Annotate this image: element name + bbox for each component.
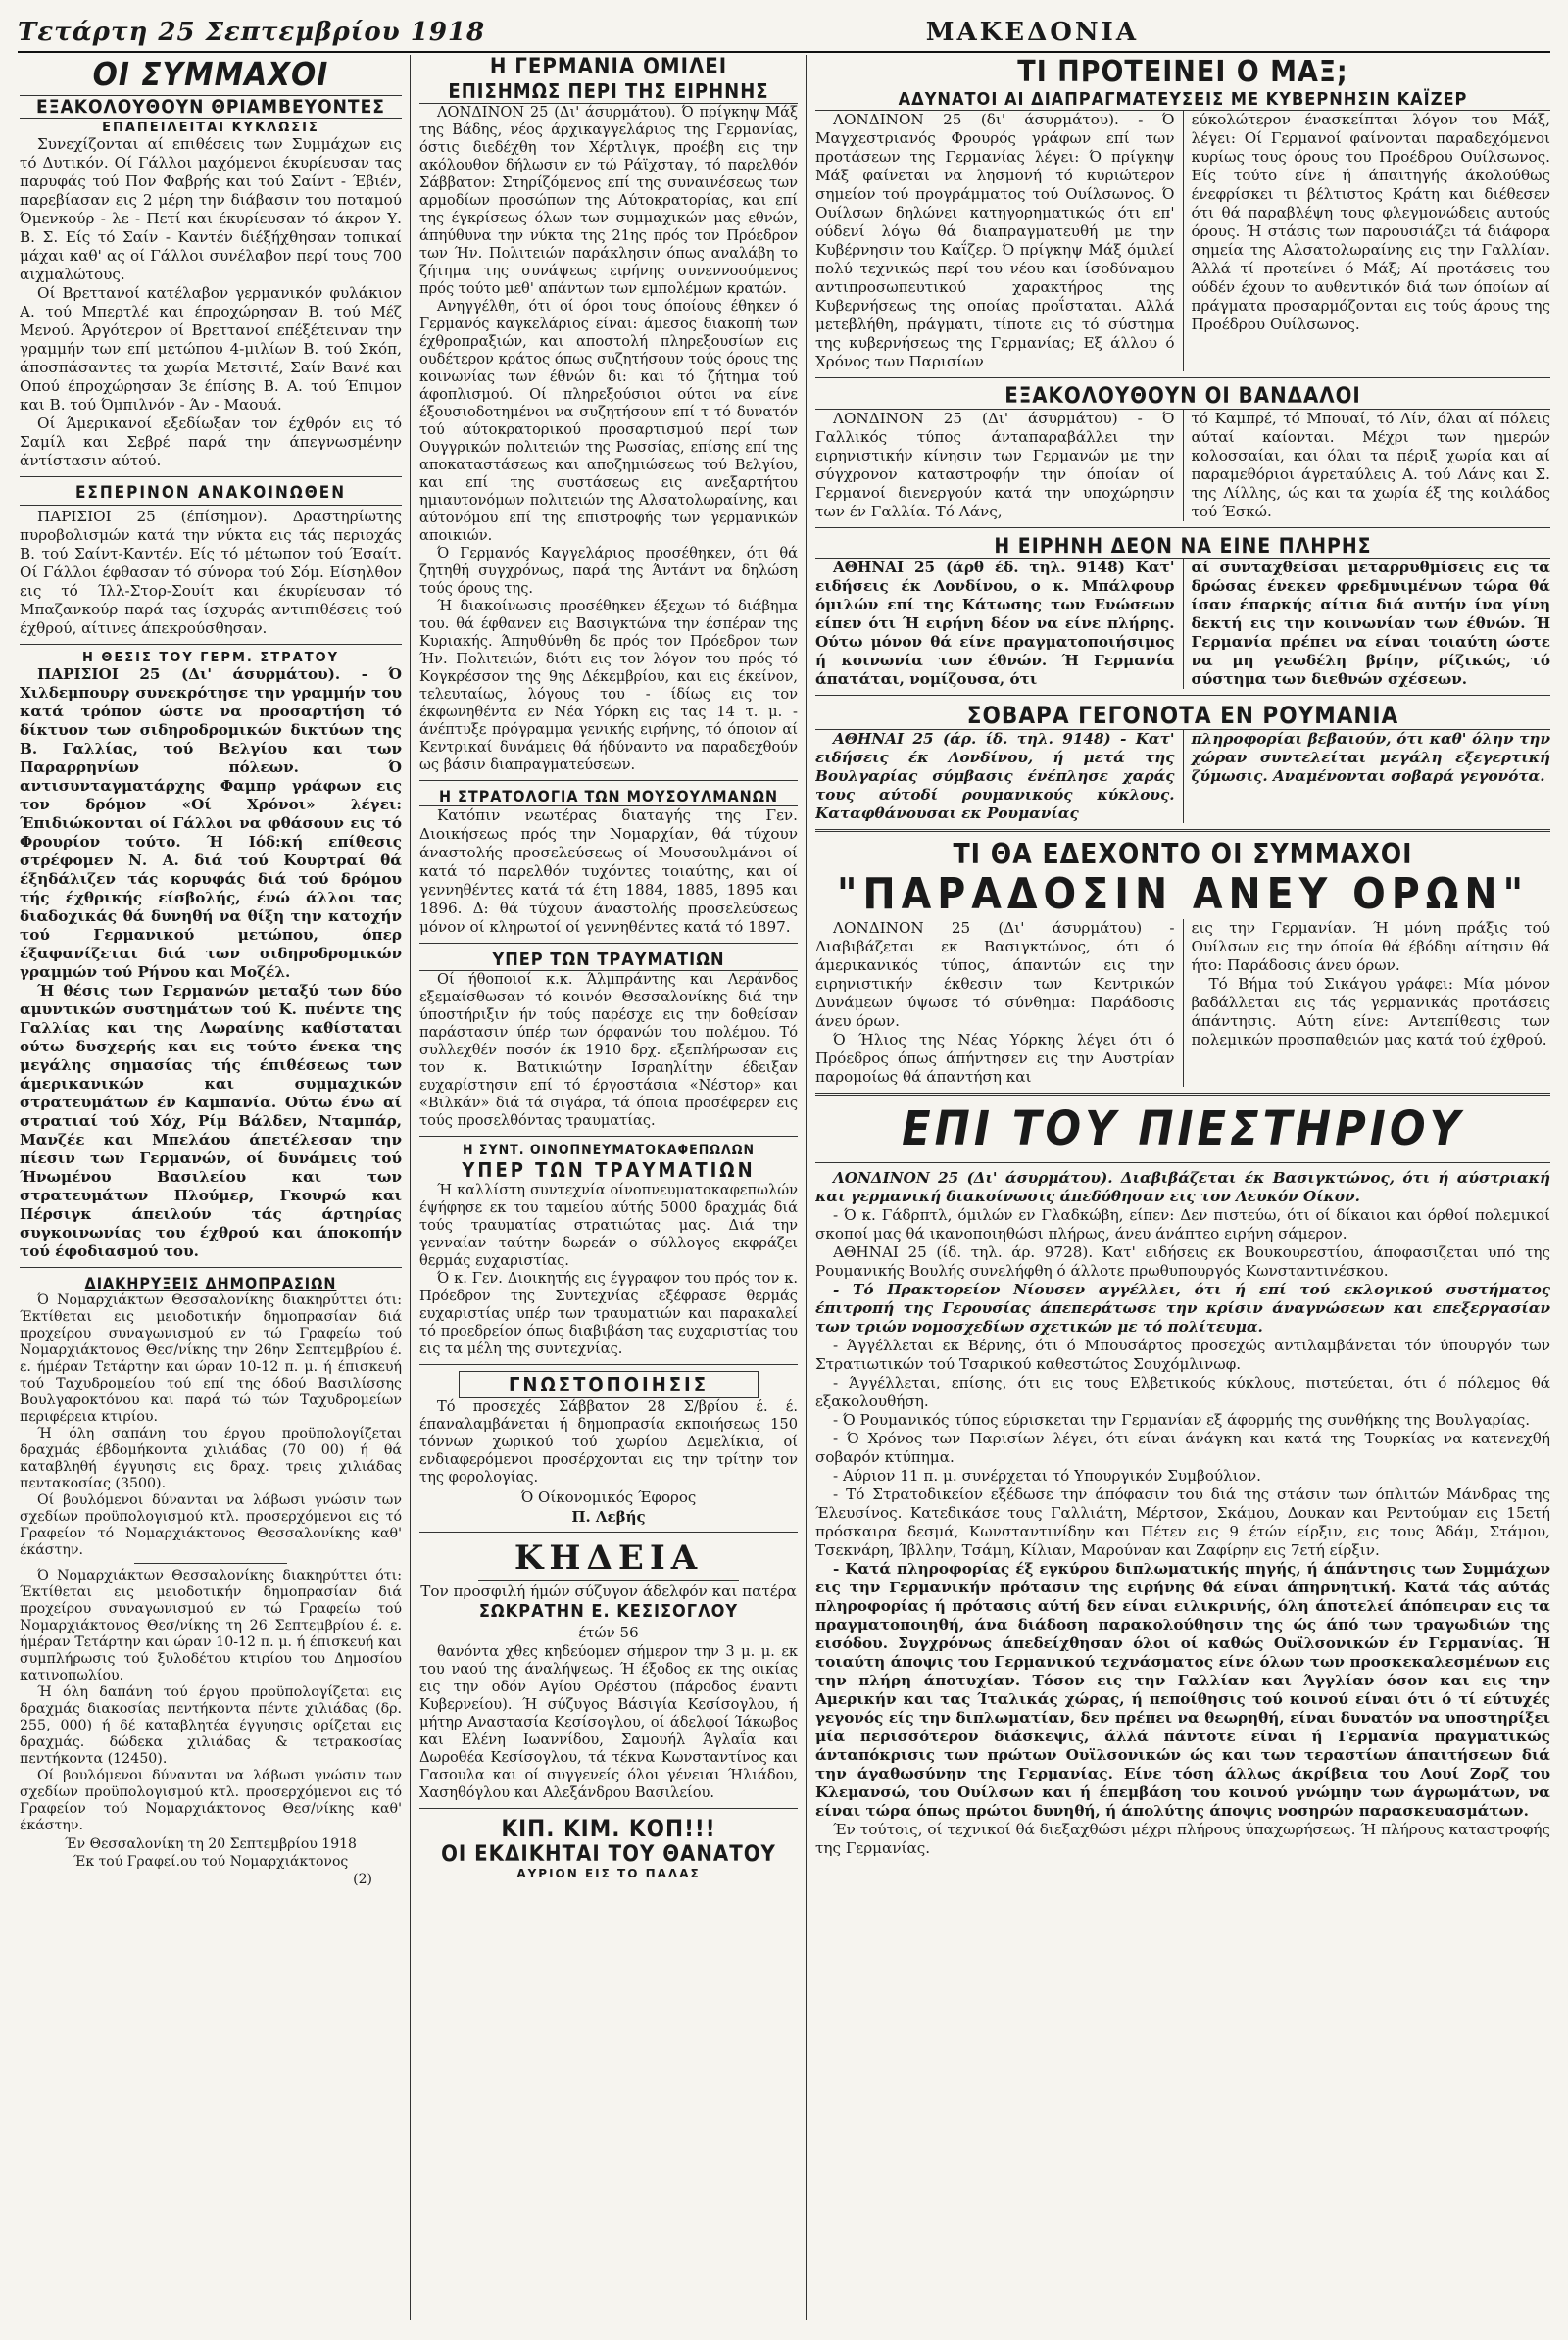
article-under-the-press	[815, 1101, 1550, 1858]
paragraph: Κατόπιν νεωτέρας διαταγής της Γεν. Διοικήσεως πρός την Νομαρχίαν, θά τύχουν άναστολής προσελεύσεως οί Μουσουλμάνοι οί κατά τό παρελθόν τυχόντες τοιαύτης, και οί γεννηθέντες κατά τά έτη 1884, 1885, 1895 και 1896. Δ: θά τύχουν άναστολής προσελεύσεως μόνον οί κληρωτοί οί γεννηθέντες κατά τό 1897.	[419, 806, 798, 936]
signature-line: Έκ τού Γραφεί.ου τού Νομαρχιάκτονος	[73, 1854, 349, 1870]
subheadline: ΕΞΑΚΟΛΟΥΘΟΥΝ ΘΡΙΑΜΒΕΥΟΝΤΕΣ	[20, 95, 402, 119]
deceased-age: έτών 56	[578, 1624, 639, 1641]
paragraph: ΛΟΝΔΙΝΟΝ 25 (δι' άσυρμάτου). - Ό Μαγχεστριανός Φρουρός γράφων επί των προτάσεων της Γερμανίας λέγει: Ό πρίγκηψ Μάξ φαίνεται να λησμονή τό κυριώτερον σημείον τού προγράμματος τού Ουίλσωνος. Ό Ουίλσων δηλώνει κατηγορηματικώς ότι επ' ούδενί λόγω θά διαπραγματευθή με την Κυβέρνησιν του Καΐζερ. Ό πρίγκηψ Μάξ όμιλεί πολύ τεχνικώς περί του νέου και ίσοδύναμου αντιπροσωπευτικού χαρακτήρος της Κυβερνήσεως της οποίας πρoΐσταται. Αλλά μετεβλήθη, πράγματι, τίποτε εις τό σύστημα της κυβερνήσεως της Γερμανίας; Εξ άλλου ό Χρόνος των Παρισίων	[815, 111, 1175, 370]
paragraph: αί συνταχθείσαι μεταρρυθμίσεις εις τα δρώσας ένεκεν φρεδμυιμένων τώρα θά ίσαν έπαρκής αίτια διά αυτήν ίνα γίνη δεκτή εις την κοινωνίαν των έθνών. Ή Γερμανία πρέπει να είναι τοιαύτη ώστε να μη γεωδέλη βρίην, ρίζικώς, τό σύστημα των διεθνών σχέσεων.	[1191, 559, 1550, 688]
headline: ΤΙ ΘΑ ΕΔΕΧΟΝΤΟ ΟΙ ΣΥΜΜΑΧΟΙ	[953, 838, 1413, 870]
paragraph: - Άγγέλλεται, επίσης, ότι εις τους Ελβετικούς κύκλους, πιστεύεται, ότι ό πόλεμος θά εξακολουθήση.	[815, 1374, 1550, 1410]
paragraph: Τον προσφιλή ήμών σύζυγον άδελφόν και πατέρα	[420, 1583, 797, 1600]
article-vandals	[815, 384, 1550, 521]
signature-name: Π. Λεβής	[571, 1508, 646, 1526]
newspaper-name: ΜΑΚΕΔΟΝΙΑ	[925, 18, 1139, 47]
article-germany-speaks	[419, 55, 798, 774]
article-guild-donation	[419, 1143, 798, 1358]
headline: ΚΙΠ. ΚΙΜ. ΚΟΠ!!!	[501, 1815, 716, 1842]
masthead	[18, 8, 1550, 53]
paragraph: ΑΘΗΝΑΙ 25 (άρ. ίδ. τηλ. 9148) - Κατ' ειδήσεις έκ Λονδίνου, ή μετά της Βουλγαρίας σύμβασις ένέπλησε χαράς τους αύτοδί ρουμανικούς κύκλους. Καταφθάνουσαι εκ Ρουμανίας	[815, 730, 1175, 822]
column-1	[20, 55, 402, 2318]
paragraph: πληροφορίαι βεβαιούν, ότι καθ' όλην την χώραν συντελείται μεγάλη εξεγερτική ζύμωσις. Αναμένονται σοβαρά γεγονότα.	[1191, 730, 1550, 785]
article-cinema-ad	[419, 1815, 798, 1880]
article-peace-must-be-complete	[815, 534, 1550, 689]
ad-note: ΑΥΡΙΟΝ ΕΙΣ ΤΟ ΠΑΛΑΣ	[516, 1867, 701, 1880]
paragraph: ΠΑΡΙΣΙΟΙ 25 (έπίσημον). Δραστηρίωτης πυροβολισμών κατά την νύκτα εις τάς περιοχάς Β. τού Σαίντ-Καντέν. Είς τό μέτωπον τού Έσαίτ. Οί Γάλλοι έφθασαν τό σύνορα τού Σόμ. Είσηλθον εις τό Ίλλ-Στορ-Σουίτ και έκυρίευσαν τό Μπαζανκούρ παρά τας ίσχυράς αντιπιθέσεις τού έχθρού, αίτινες άπεκρούσθησαν.	[20, 508, 402, 637]
paragraph: ΑΘΗΝΑΙ 25 (άρθ έδ. τηλ. 9148) Κατ' ειδήσεις έκ Λονδίνου, ο κ. Μπάλφουρ όμιλών επί της Κάτωσης των Ενώσεων είπεν ότι Ή ειρήνη δέον να είνε πλήρης. Ούτω μόνον θά είνε πραγματοποιήσιμος ή κοινωνία των έθνών. Ή Γερμανία άπατάται, νομίζουσα, ότι	[815, 559, 1175, 688]
paragraph: ΠΑΡΙΣΙΟΙ 25 (Δι' άσυρμάτου). - Ό Χιλδεμπουργ συνεκρότησε την γραμμήν του κατά τρόπον ώστε να προσαρτήση τό δίκτυον των σιδηροδρομικών δικτύων της Β. Γαλλίας, τού Βελγίου και των Παραρρηνίων πόλεων. Ό αντισυνταγματάρχης Φαμπρ γράφων εις τον δρόμον «Οί Χρόνοι» λέγει: Έπιδιώκονται οί Γάλλοι να φθάσουν εις τό Φρουρίον τούτο. Ή Ιόδ:κή επίθεσις στρέφομεν Ν. Α. διά τού Κουρτραί θά έξηδάλιζεν τάς κορυφάς διά τού δρόμου τής έχθρικής είσβολής, ένώ άλλοι τας διαδοχικάς θά δυνηθή να θίξη την κατοχήν τού Γερμανικού μετώπου, όπερ έξαφανίζεται διά των σιδηροδρομικών γραμμών τού Ρήνου και Μοζέλ.	[20, 665, 402, 981]
paragraph: Ό Ήλιος της Νέας Υόρκης λέγει ότι ό Πρόεδρος όπως άπήντησεν εις την Αυστρίαν παρομοίως θά άπαντήση και	[815, 1031, 1175, 1086]
article-auction-notices	[20, 1274, 402, 1887]
notice-number: (2)	[353, 1872, 372, 1887]
article-romania-events	[815, 702, 1550, 823]
paragraph: Οί Άμερικανοί εξεδίωξαν τον έχθρόν εις τό Σαμίλ και Σεβρέ παρά την άπεγνωσμένην άντίστασιν αύτού.	[20, 414, 402, 469]
headline: ΔΙΑΚΗΡΥΞΕΙΣ ΔΗΜΟΠΡΑΣΙΩΝ	[84, 1274, 337, 1292]
headline: ΕΞΑΚΟΛΟΥΘΟΥΝ ΟΙ ΒΑΝΔΑΛΟΙ	[815, 384, 1550, 410]
article-announcement	[419, 1371, 798, 1526]
paragraph: Ή καλλίστη συντεχνία οίνοπνευματοκαφεπωλών έψήφησε εκ του ταμείου αύτής 5000 δραχμάς διά τούς τραυματίας στρατιώτας μας. Διά την γενναίαν ταύτην δωρεάν ο σύλλογος εκφράζει θερμάς ευχαριστίας.	[419, 1182, 798, 1269]
paragraph: - Τό Πρακτορείον Νίουσεν αγγέλλει, ότι ή επί τού εκλογικού συστήματος έπιτροπή της Γερουσίας άπεπεράτωσε την κρίσιν άναγνώσεων και επεξεργασίαν των τριών νομοσχεδίων σχετικών με τό πολίτευμα.	[815, 1281, 1550, 1336]
article-evening-communique	[20, 483, 402, 638]
article-what-max-proposes	[815, 55, 1550, 371]
subheadline: ΕΠΙΣΗΜΩΣ ΠΕΡΙ ΤΗΣ ΕΙΡΗΝΗΣ	[419, 79, 798, 104]
paragraph: - Ό κ. Γάδρπτλ, όμιλών εν Γλαδκώβη, είπεν: Δεν πιστεύω, ότι οί δίκαιοι και όρθοί πολεμικοί σκοποί μας θά ικανοποιηθώσι πλήρως, άνευ άνάπτεο ειρήνη σάμερον.	[815, 1206, 1550, 1243]
paragraph: Ή όλη δαπάνη τού έργου προϋπολογίζεται εις δραχμάς διακοσίας πεντήκοντα πέντε χιλιάδας (δρ. 255, 000) ή δέ καταβλητέα έγγυησις ορίζεται εις δραχμάς. δώδεκα χιλιάδας & τετρακοσίας πεντήκοντα (12450).	[20, 1684, 402, 1767]
paragraph: εις την Γερμανίαν. Ή μόνη πράξις τού Ουίλσων εις την όποία θά έβόδηι αίτησιν θά ήτο: Παράδοσις άνευ όρων.	[1191, 919, 1550, 974]
subheadline: ΑΔΥΝΑΤΟΙ ΑΙ ΔΙΑΠΡΑΓΜΑΤΕΥΣΕΙΣ ΜΕ ΚΥΒΕΡΝΗΣΙΝ ΚΑΪΖΕΡ	[815, 89, 1550, 111]
paragraph: Ό Νομαρχιάκτων Θεσσαλονίκης διακηρύττει ότι: Έκτίθεται εις μειοδοτικήν δημοπρασίαν διά προχείρου συναγωνισμού εν τώ Γραφείω τού Νομαρχιάκτονος Θεσ/νίκης την 26ην Σεπτεμβρίου έ. ε. ήμέραν Τετάρτην και ώραν 10-12 π. μ. ή έπισκευή τού Ταχυδρομείου τού επί της όδού Βασιλίσσης Βουλγαροκτόνου και παρά τώ τών Ταχυδρομείων περιφέρεια κτιρίου.	[20, 1292, 402, 1425]
columns-3-4	[815, 55, 1550, 2318]
article-german-army-position	[20, 651, 402, 1261]
column-rule	[806, 55, 807, 2320]
subheadline: "ΠΑΡΑΔΟΣΙΝ ΑΝΕΥ ΟΡΩΝ"	[836, 869, 1530, 919]
headline: Η ΘΕΣΙΣ ΤΟΥ ΓΕΡΜ. ΣΤΡΑΤΟΥ	[81, 651, 340, 665]
headline: ΓΝΩΣΤΟΠΟΙΗΣΙΣ	[459, 1371, 759, 1398]
article-for-the-wounded	[419, 950, 798, 1130]
paragraph: Ή όλη σαπάνη του έργου προϋπολογίζεται δραχμάς έβδομήκοντα χιλιάδας (70 00) ή θά καταβληθή έγγυησις εις δραχ. τρεις χιλιάδας πεντακοσίας (3500).	[20, 1426, 402, 1491]
paragraph: Ό Νομαρχιάκτων Θεσσαλονίκης διακηρύττει ότι: Έκτίθεται εις μειοδοτικήν δημοπρασίαν διά προχείρου συναγωνισμού εν τώ Γραφείω τού Νομαρχιάκτονος Θεσ/νίκης τη 26 Σεπτεμβρίου έ. ε. ήμέραν Τετάρτην και ώραν 10-12 π. μ. ή έπισκευή και συμπλήρωσις τού ξυλοδέτου κτιρίου του Δημοσίου κατινοπωλίου.	[20, 1568, 402, 1683]
issue-date: Τετάρτη 25 Σεπτεμβρίου 1918	[18, 18, 486, 47]
paragraph: τό Καμπρέ, τό Μπουαί, τό Λίν, όλαι αί πόλεις αύταί καίονται. Μέχρι των ημερών κολοσσαίαι, και όλαι τα πέριξ χωρία και αί παραμεθόριοι άγρεταύλεις Α. τού Λάνς και Σ. της Λίλλης, ώς και τα χωρία έξ της κοιλάδος τού Έσκώ.	[1191, 410, 1550, 520]
headline: Η ΣΥΝΤ. ΟΙΝΟΠΝΕΥΜΑΤΟΚΑΦΕΠΩΛΩΝ	[462, 1143, 756, 1158]
paragraph: θανόντα χθες κηδεύομεν σήμερον την 3 μ. μ. εκ του ναού της άναλήψεως. Ή έξοδος εκ της οικίας εις την οδόν Αγίου Ορέστου (πάροδος έναντι Κυβερνείου). Ή σύζυγος Βάσιγία Κεσίσογλου, ή μήτηρ Αναστασία Κεσίσογλου, οί άδελφοί Ίάκωβος και Ελένη Ιωαννίδου, Σαμουήλ Άγλαΐα και Δωροθέα Κεσίσογλου, τά τέκνα Κωνσταντίνος και Γασουλα και οί συγγενείς όλοι γένειαι Ήλιάδου, Χασηθόγλου και Αλεξάνδρου Βασιλείου.	[419, 1643, 798, 1801]
paragraph: Οί Βρεττανοί κατέλαβον γερμανικόν φυλάκιον Α. τού Μπερτλέ και έπροχώρησαν Β. τού Μέζ Μενού. Άργότερον οί Βρεττανοί επέξέτειναν την γραμμήν των επί μετώπου 4-μιλίων Β. τού Σκόπ, άποσπάσαντες τα χωρία Μετσιτέ, Σαίν Βανέ και Οπού έπροχώρησαν 3ε έπίσης Β. Α. τού Έπιμον και Β. τού Όμπιλνόν - Άν - Μαουά.	[20, 284, 402, 414]
headline: ΣΟΒΑΡΑ ΓΕΓΟΝΟΤΑ ΕΝ ΡΟΥΜΑΝΙΑ	[815, 702, 1550, 730]
paragraph: ΑΘΗΝΑΙ 25 (ίδ. τηλ. άρ. 9728). Κατ' ειδήσεις εκ Βουκουρεστίου, άποφασιζεται υπό της Ρουμανικής Βουλής συνελήφθη ό άλλοτε πρωθυπουργός Κωνσταντινέσκου.	[815, 1243, 1550, 1280]
article-allies-triumph	[20, 55, 402, 470]
headline: Η ΓΕΡΜΑΝΙΑ ΟΜΙΛΕΙ	[489, 55, 728, 79]
paragraph: Οί βουλόμενοι δύνανται να λάβωσι γνώσιν των σχεδίων προϋπολογισμού κτλ. προσερχόμενοι εις τό Γραφείον τού Νομαρχιάκτονος Θεσ/νίκης καθ' έκάστην.	[20, 1768, 402, 1833]
headline: Η ΣΤΡΑΤΟΛΟΓΙΑ ΤΩΝ ΜΟΥΣΟΥΛΜΑΝΩΝ	[419, 787, 798, 806]
deceased-name: ΣΩΚΡΑΤΗΝ Ε. ΚΕΣΙΣΟΓΛΟΥ	[478, 1601, 739, 1622]
paragraph: Τό προσεχές Σάββατον 28 Σ/βρίου έ. έ. έπαναλαμβάνεται ή δημοπρασία εκποιήσεως 150 τόννων χωρικού τού χωρίου Δεμελίκια, οί ενδιαφερόμενοι προσέρχονται εις την τρίτην τον της φορολογίας.	[419, 1398, 798, 1486]
headline: ΟΙ ΣΥΜΜΑΧΟΙ	[92, 55, 329, 93]
paragraph: - Ό Χρόνος των Παρισίων λέγει, ότι είναι άνάγκη και κατά της Τουρκίας να κατενεχθή σοβαρόν κτύπημα.	[815, 1430, 1550, 1466]
paragraph: - Κατά πληροφορίας έξ εγκύρου διπλωματικής πηγής, ή άπάντησις των Συμμάχων εις την Γερμανικήν πρότασιν της ειρήνης θά είναι άπηρνητική. Κατά τάς αύτάς πληροφορίας ή πρότασις αύτή δεν είναι ειλικρινής, όλη άποτελεί άπόπειραν εις τα πραγματοποιηθή, άνα διάδοση παρακολούθησιν της ώς άπό των τραγωδιών της εισόδου. Συγχρόνως άπεδείχθησαν όλοι οί καθώς Ουϊλσονικών έν Γερμανίας. Ή τοιαύτη άποψις του Γερμανικού τεχνάσματος είνε όλων των προσκεκαλεσμένων εις την πλήρη άποτυχίαν. Τόσον εις την Γαλλίαν και Άγγλίαν όσον και εις την Αμερικήν και τας Ίταλικάς χώρας, ή πεποίθησις τού κοινού είναι ότι ό τί εύτυχές γεγονός είς την διπλωματίαν, δεν πρέπει να θεωρηθή, είναι δυνατόν να υποστηρίξει μία περισσότερον διάσκεψις, άλλά πάντοτε είναι ή Γερμανία πραγματικώς άνταπόκρισις των πρώτων Ουϊλσονικών ώς και των τεραστίων άπαιτήσεων διά την άγαθωσύνην της Γερμανίας. Είνε τόση άλλως άκρίβεια του Λουί Ζορζ του Κλεμανσώ, του Ουίλσων και ή έπεμβάση του κοινού γνώμην των άγρωμάτων, να είναι τώρα όπως πρώτοι δυνηθή, ή άπολύτης άποψις νοσηρών παρασκευασμάτων.	[815, 1560, 1550, 1820]
paragraph: - Αύριον 11 π. μ. συνέρχεται τό Υπουργικόν Συμβούλιον.	[833, 1467, 1261, 1485]
headline: ΥΠΕΡ ΤΩΝ ΤΡΑΥΜΑΤΙΩΝ	[419, 950, 798, 971]
paragraph: Ή διακοίνωσις προσέθηκεν έξεχων τό διάβημα του. θά έφθανεν εις Βασιγκτώνα την έσπέραν της Κυριακής. Άπηυθύνθη δε πρός τον Πρόεδρον των Ήν. Πολιτειών, διότι εις τον λόγον του πρός τό Κογκρέσσον της 9ης Δέκεμβρίου, και εις έκείνον, τελευταίως, λόγους του - ίδίως εις τον έκφωνηθέντα εν Νέα Υόρκη εις τας 14 τ. μ. - άνέπτυξε πρόγραμμα γενικής ειρήνης, τό όποιον αί Κεντρικαί δυνάμεις θά ήδύναντο να παραδεχθούν ως βάσιν διαπραγματεύσεων.	[419, 598, 798, 773]
paragraph: Συνεχίζονται αί επιθέσεις των Συμμάχων εις τό Δυτικόν. Οί Γάλλοι μαχόμενοι έκυρίευσαν τας παρυφάς τού Πον Φαβρής και τού Σαίντ - Έβιέν, παρεβίασαν εις 2 μέρη την διάβασιν του ποταμού Όμενκούρ - λε - Πετί και έκυρίευσαν τό άκρον Υ. Β. Σ. Είς τό Σαίν - Καντέν διέξήχθησαν τοπικαί μάχαι καθ' ας οί Γάλλοι συνέλαβον περί τους 700 αιχμαλώτους.	[20, 135, 402, 283]
paragraph: Έν τούτοις, οί τεχνικοί θά διεξαχθώσι μέχρι πλήρους ύπαχωρήσεως. Ή πλήρους καταστροφής της Γερμανίας.	[815, 1821, 1550, 1857]
subheadline: ΥΠΕΡ ΤΩΝ ΤΡΑΥΜΑΤΙΩΝ	[462, 1158, 756, 1182]
paragraph: ΛΟΝΔΙΝΟΝ 25 (Δι' άσυρμάτου). Ό πρίγκηψ Μάξ της Βάδης, νέος άρχικαγγελάριος της Γερμανίας, όστις διεδέχθη τον Χέρτλιγκ, προέβη εις την ακόλουθον δήλωσιν εν τώ Ράϊχσταγ, τό παρελθόν Σάββατον: Στηρίζόμενος επί της συναινέσεως των αρμοδίων προσώπων της Αύτοκρατορίας, και επί της έγκρίσεως όλων των συμμαχικών μας εθνών, άπηύθυνα την νύκτα της 21ης πρός τον Πρόεδρον των Ήν. Πολιτειών παράκλησιν όπως αναλάβη το ζήτημα της συνάψεως ειρήνης συνεννοούμενος πρός τούτο μεθ' απάντων των εμπολέμων κρατών.	[419, 104, 798, 297]
headline: ΕΣΠΕΡΙΝΟΝ ΑΝΑΚΟΙΝΩΘΕΝ	[74, 483, 347, 503]
signature-line: Έν Θεσσαλονίκη τη 20 Σεπτεμβρίου 1918	[65, 1836, 357, 1852]
column-rule	[410, 55, 411, 2320]
headline: ΕΠΙ ΤΟΥ ΠΙΕΣΤΗΡΙΟΥ	[902, 1101, 1464, 1156]
paragraph: ΛΟΝΔΙΝΟΝ 25 (Δι' άσυρμάτου). Διαβιβάζεται έκ Βασιγκτώνος, ότι ή αύστριακή και γερμανική διακοίνωσις άπεδόθησαν εις τον Λευκόν Οίκον.	[815, 1169, 1550, 1205]
paragraph: ΛΟΝΔΙΝΟΝ 25 (Δι' άσυρμάτου) - Διαβιβάζεται εκ Βασιγκτώνος, ότι ό άμερικανικός τύπος, άπαντών εις την ειρηνιστικήν έκθεσιν των Κεντρικών Δυνάμεων ύψωσε τό σύνθημα: Παράδοσις άνευ όρων.	[815, 919, 1175, 1030]
paragraph: - Άγγέλλεται εκ Βέρνης, ότι ό Μπουσάρτος προσεχώς αντιλαμβάνεται τόν ύπουργόν των Στρατιωτικών τού Τσαρικού καθεστώτος Σουχόμλινωφ.	[815, 1337, 1550, 1373]
paragraph: - Τό Στρατοδικείον εξέδωσε την άπόφασιν του διά της στάσιν των όπλιτών Μάνδρας της Έλευσίνος. Κατεδικάσε τους Γαλλιάτη, Μέρτσον, Σκάμου, Δουκαν και Ρεντούμαν εις 15ετή πρόσκαιρα δεσμά, Κωνσταντινίδην και Πέτεν εις 9 έτών είρξιν, εις τους Άδάμ, Στάμου, Τσεκνάρη, Ίβλλην, Τσάμη, Κίλιαν, Μαρούναν και Ζαφίρην εις 7ετή είρξιν.	[815, 1486, 1550, 1559]
paragraph: Ό Γερμανός Καγγελάριος προσέθηκεν, ότι θά ζητηθή συγχρόνως, παρά της Άντάντ να δηλώση τούς όρους της.	[419, 545, 798, 597]
paragraph: Οί ήθοποιοί κ.κ. Άλμπράντης και Λεράνδος εξεμαίσθωσαν τό κοινόν Θεσσαλονίκης διά την ύποστήριξιν ήν τούς παρέσχε εις την δοθείσαν παράστασιν ύπέρ των όρφανών του πολέμου. Τό συλλεχθέν ποσόν έκ 1910 δρχ. εξεπλήρωσαν εις τον κ. Βατικιώτην Ισραηλίτην έδειξαν ευχαρίστησιν επί τό έργοστάσια «Νέστορ» και «Βιλκάν» διά τά σιγάρα, τά όποια προσέφερεν εις τούς προσελθόντας τραυματίας.	[419, 971, 798, 1129]
signature-line: Ό Οίκονομικός Έφορος	[520, 1488, 697, 1506]
headline: ΚΗΔΕΙΑ	[514, 1538, 704, 1578]
paragraph: Οί βουλόμενοι δύνανται να λάβωσι γνώσιν των σχεδίων προϋπολογισμού κτλ. προσερχόμενοι εις τό Γραφείον τό Νομαρχιάκτονος Θεσσαλονίκης καθ' έκάστην.	[20, 1492, 402, 1558]
subheadline: ΕΠΑΠΕΙΛΕΙΤΑΙ ΚΥΚΛΩΣΙΣ	[102, 121, 319, 135]
article-unconditional-surrender	[815, 838, 1550, 1087]
headline: ΤΙ ΠΡΟΤΕΙΝΕΙ Ο ΜΑΞ;	[1017, 55, 1348, 89]
column-2	[419, 55, 798, 2318]
article-funeral	[419, 1538, 798, 1802]
paragraph: ΛΟΝΔΙΝΟΝ 25 (Δι' άσυρμάτου) - Ό Γαλλικός τύπος άνταπαραβάλλει την ειρηνιστικήν κίνησιν των Γερμανών με την σύγχρονον καταστροφήν την όποίαν οί Γερμανοί διενεργούν κατά την υποχώρησιν των έν Γαλλία. Τό Λάνς,	[815, 410, 1175, 520]
subheadline: ΟΙ ΕΚΔΙΚΗΤΑΙ ΤΟΥ ΘΑΝΑΤΟΥ	[441, 1842, 776, 1867]
paragraph: Ό κ. Γεν. Διοικητής εις έγγραφον του πρός τον κ. Πρόεδρον της Συντεχνίας εξέφρασε θερμάς ευχαριστίας υπέρ των τραυματιών και παρακαλεί τό προεδρείον όπως διαβιβάση τας ευχαριστίας του εις τα μέλη της συντεχνίας.	[419, 1270, 798, 1357]
paragraph: Ή θέσις των Γερμανών μεταξύ των δύο αμυντικών συστημάτων τού Κ. πυέντε της Γαλλίας και της Λωραίνης καθίσταται ούτω δυσχερής και εις τούτο ένεκα της μεγάλης σημασίας τής έπιθέσεως των άμερικανικών και συμμαχικών στρατευμάτων έν Καμπανία. Ούτω ένω αί στρατιαί τού Χόχ, Ρίμ Βάλδεν, Νταμπάρ, Μανζέε και Μπελάου άπετέλεσαν την πίεσιν των Γερμανών, οί δυνάμεις τού Ήνωμένου Βασιλείου και των στρατευμάτων Πλούμερ, Γκουρώ και Πέρσιγκ άπειλούν τάς άρτηρίας συγκοινωνίας του έχθρού και άποκοπήν τού έφοδιασμού του.	[20, 982, 402, 1260]
paragraph: Τό Βήμα τού Σικάγου γράφει: Μία μόνον βαδάλλεται εις τάς γερμανικάς προτάσεις άπάντησις. Αύτη είνε: Αντεπίθεσις των πολεμικών προσπαθειών μας κατά τού έχθρού.	[1191, 975, 1550, 1048]
article-muslim-conscription	[419, 787, 798, 937]
headline: Η ΕΙΡΗΝΗ ΔΕΟΝ ΝΑ ΕΙΝΕ ΠΛΗΡΗΣ	[815, 534, 1550, 559]
paragraph: Ανηγγέλθη, ότι οί όροι τους όποίους έθηκεν ό Γερμανός καγκελάριος είναι: άμεσος διακοπή των έχθροπραξιών, και αποστολή πληρεξουσίων εις ουδέτερον κράτος όπως συζητήσουν τούς όρους της κοινωνίας των έθνών δι: και τό ζήτημα τού άφοπλισμού. Οί πληρεξούσιοι ούτοι να είνε έξουσιοδοτημένοι να συζητήσουν επί τ τό δυνατόν τού αύτοκρατορικού προσαρτισμού περί των Ουγγρικών πολιτειών της Ρωσσίας, επίσης επί της αποκαταστάσεως και αποζημιώσεως τού Βελγίου, και επί της συστάσεως εις ανεξαρτήτου ημιαυτονόμων πολιτειών της Αλσατολωραίνης, και αύτονόμου επί της επιστροφής των γερμανικών αποικιών.	[419, 298, 798, 544]
paragraph: εύκολώτερον ένασκείπται λόγον του Μάξ, λέγει: Οί Γερμανοί φαίνονται παραδεχόμενοι κυρίως τους όρους του Προέδρου Ουίλσωνος. Είς τούτο είνε ή άπαιτηγής άκολούθως ένεφρίσκει τι βέλτιστος Κράτη και διέθεσεν ότι θά παραβλέψη τους φλεγμονώδεις αυτούς όρους. Ή στάσις των παρουσιάζει τά διάφορα σημεία της Αλσατολωραίνης εις την Γαλλίαν. Άλλά τί προτείνει ό Μάξ; Αί προτάσεις του ούδέν έχουν το αυθεντικόν διά των όποίων αί πράγματα προσαρμόζονται εις τούς άρους της Προέδρου Ουίλσωνος.	[1191, 111, 1550, 333]
paragraph: - Ό Ρουμανικός τύπος εύρισκεται την Γερμανίαν εξ άφορμής της συνθήκης της Βουλγαρίας.	[833, 1411, 1531, 1429]
